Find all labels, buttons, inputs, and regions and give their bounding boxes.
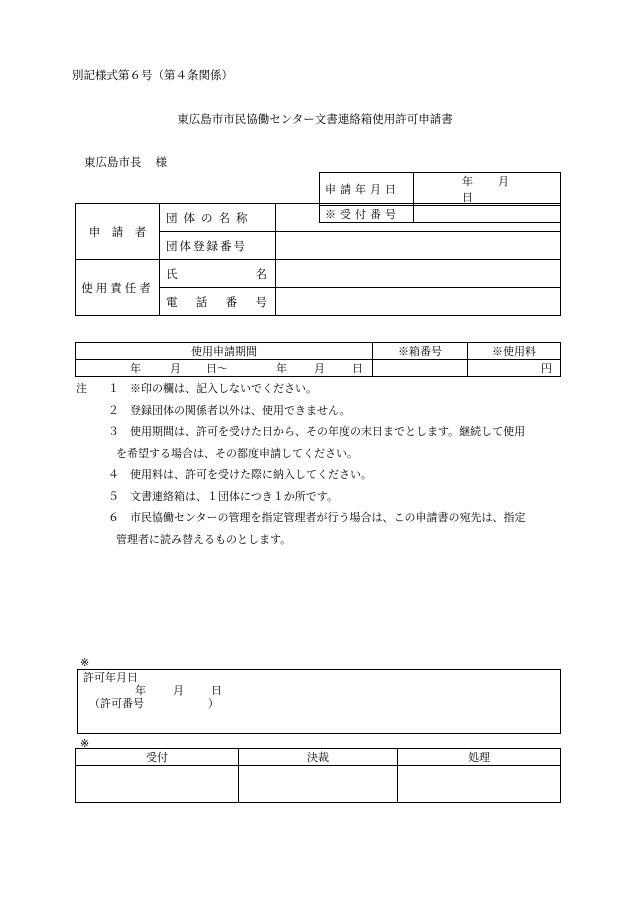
org-reg-field[interactable]	[276, 232, 561, 260]
period-start-year: 年	[130, 362, 141, 375]
org-reg-label: 団体登録番号	[160, 232, 276, 260]
note-number: ２	[108, 403, 119, 417]
application-date-label: 申請年月日	[320, 173, 414, 206]
application-month-label: 月	[498, 175, 509, 188]
phone-label-char: 番	[225, 294, 238, 309]
note-text-continued: を希望する場合は、その都度申請してください。	[116, 446, 358, 460]
note-text: 使用料は、許可を受けた際に納入してください。	[130, 468, 372, 481]
phone-label-char: 話	[195, 294, 208, 309]
period-end-year: 年	[276, 362, 287, 375]
permit-number-row	[83, 697, 555, 710]
note-text: 登録団体の関係者以外は、使用できません。	[130, 403, 351, 417]
period-field[interactable]	[76, 360, 373, 377]
application-date-field[interactable]	[414, 173, 561, 206]
handling-header-approval: 決裁	[239, 749, 398, 766]
addressee-honorific: 様	[155, 155, 167, 169]
phone-label	[160, 288, 276, 316]
responsible-name-field[interactable]	[276, 260, 561, 288]
permit-number-open: （許可番号	[89, 697, 144, 710]
note-item	[76, 400, 566, 422]
phone-label-char: 電	[166, 294, 178, 309]
period-start-month: 月	[170, 362, 181, 375]
note-text: 文書連絡箱は、１団体につき１か所です。	[130, 489, 338, 503]
notes	[76, 378, 566, 550]
note-text: ※印の欄は、記入しないでください。	[130, 382, 317, 395]
period-end-day: 日	[352, 362, 363, 375]
org-name-label: 団体の名称	[160, 204, 276, 232]
note-text: 使用期間は、許可を受けた日から、その年度の末日までとします。継続して使用	[130, 425, 526, 438]
period-end-month: 月	[314, 362, 325, 375]
box-number-header: ※箱番号	[373, 343, 468, 360]
approval-date-label: 許可年月日	[83, 671, 138, 684]
handling-table	[75, 748, 561, 803]
approval-day: 日	[211, 684, 222, 697]
permit-number-close: ）	[208, 697, 219, 710]
receipt-number-label: ※受付番号	[320, 206, 414, 223]
responsible-label: 使用責任者	[76, 260, 160, 316]
note-number: ５	[108, 489, 119, 503]
box-number-field	[373, 360, 468, 377]
period-header: 使用申請期間	[76, 343, 373, 360]
handling-cell-reception	[76, 766, 239, 803]
addressee	[84, 154, 167, 170]
note-item	[76, 486, 566, 508]
handling-cell-approval	[239, 766, 398, 803]
addressee-name: 東広島市長	[84, 155, 142, 169]
note-item	[76, 378, 566, 400]
approval-box	[77, 669, 561, 734]
note-item	[76, 507, 566, 550]
fee-field: 円	[468, 360, 561, 377]
handling-header-processing: 処理	[398, 749, 561, 766]
notes-heading: 注	[76, 382, 87, 395]
usage-table	[75, 342, 561, 377]
form-number: 別記様式第６号（第４条関係）	[72, 68, 233, 82]
note-number: ３	[108, 425, 119, 438]
applicant-table	[75, 203, 561, 316]
phone-field[interactable]	[276, 288, 561, 316]
period-start-day: 日～	[206, 362, 228, 375]
responsible-name-label	[160, 260, 276, 288]
applicant-label: 申 請 者	[76, 204, 160, 260]
office-use-mark: ※	[80, 656, 90, 669]
handling-cell-processing	[398, 766, 561, 803]
name-label-1: 氏	[166, 266, 178, 281]
approval-date-row	[83, 684, 555, 697]
fee-header: ※使用料	[468, 343, 561, 360]
office-use-mark-2: ※	[80, 737, 90, 750]
approval-year: 年	[135, 684, 146, 697]
approval-month: 月	[173, 684, 184, 697]
note-text-continued: 管理者に読み替えるものとします。	[116, 532, 292, 546]
note-item	[76, 464, 566, 486]
note-number: ６	[108, 511, 119, 524]
org-name-field[interactable]	[276, 204, 561, 232]
name-label-2: 名	[255, 266, 267, 281]
note-item	[76, 421, 566, 464]
document-title: 東広島市市民協働センター文書連絡箱使用許可申請書	[177, 112, 453, 126]
application-day-label: 日	[462, 191, 473, 204]
handling-header-reception: 受付	[76, 749, 239, 766]
note-number: １	[108, 382, 119, 395]
application-year-label: 年	[462, 175, 473, 188]
phone-label-char: 号	[255, 294, 267, 309]
note-number: ４	[108, 468, 119, 481]
note-text: 市民協働センターの管理を指定管理者が行う場合は、この申請書の宛先は、指定	[130, 511, 526, 524]
